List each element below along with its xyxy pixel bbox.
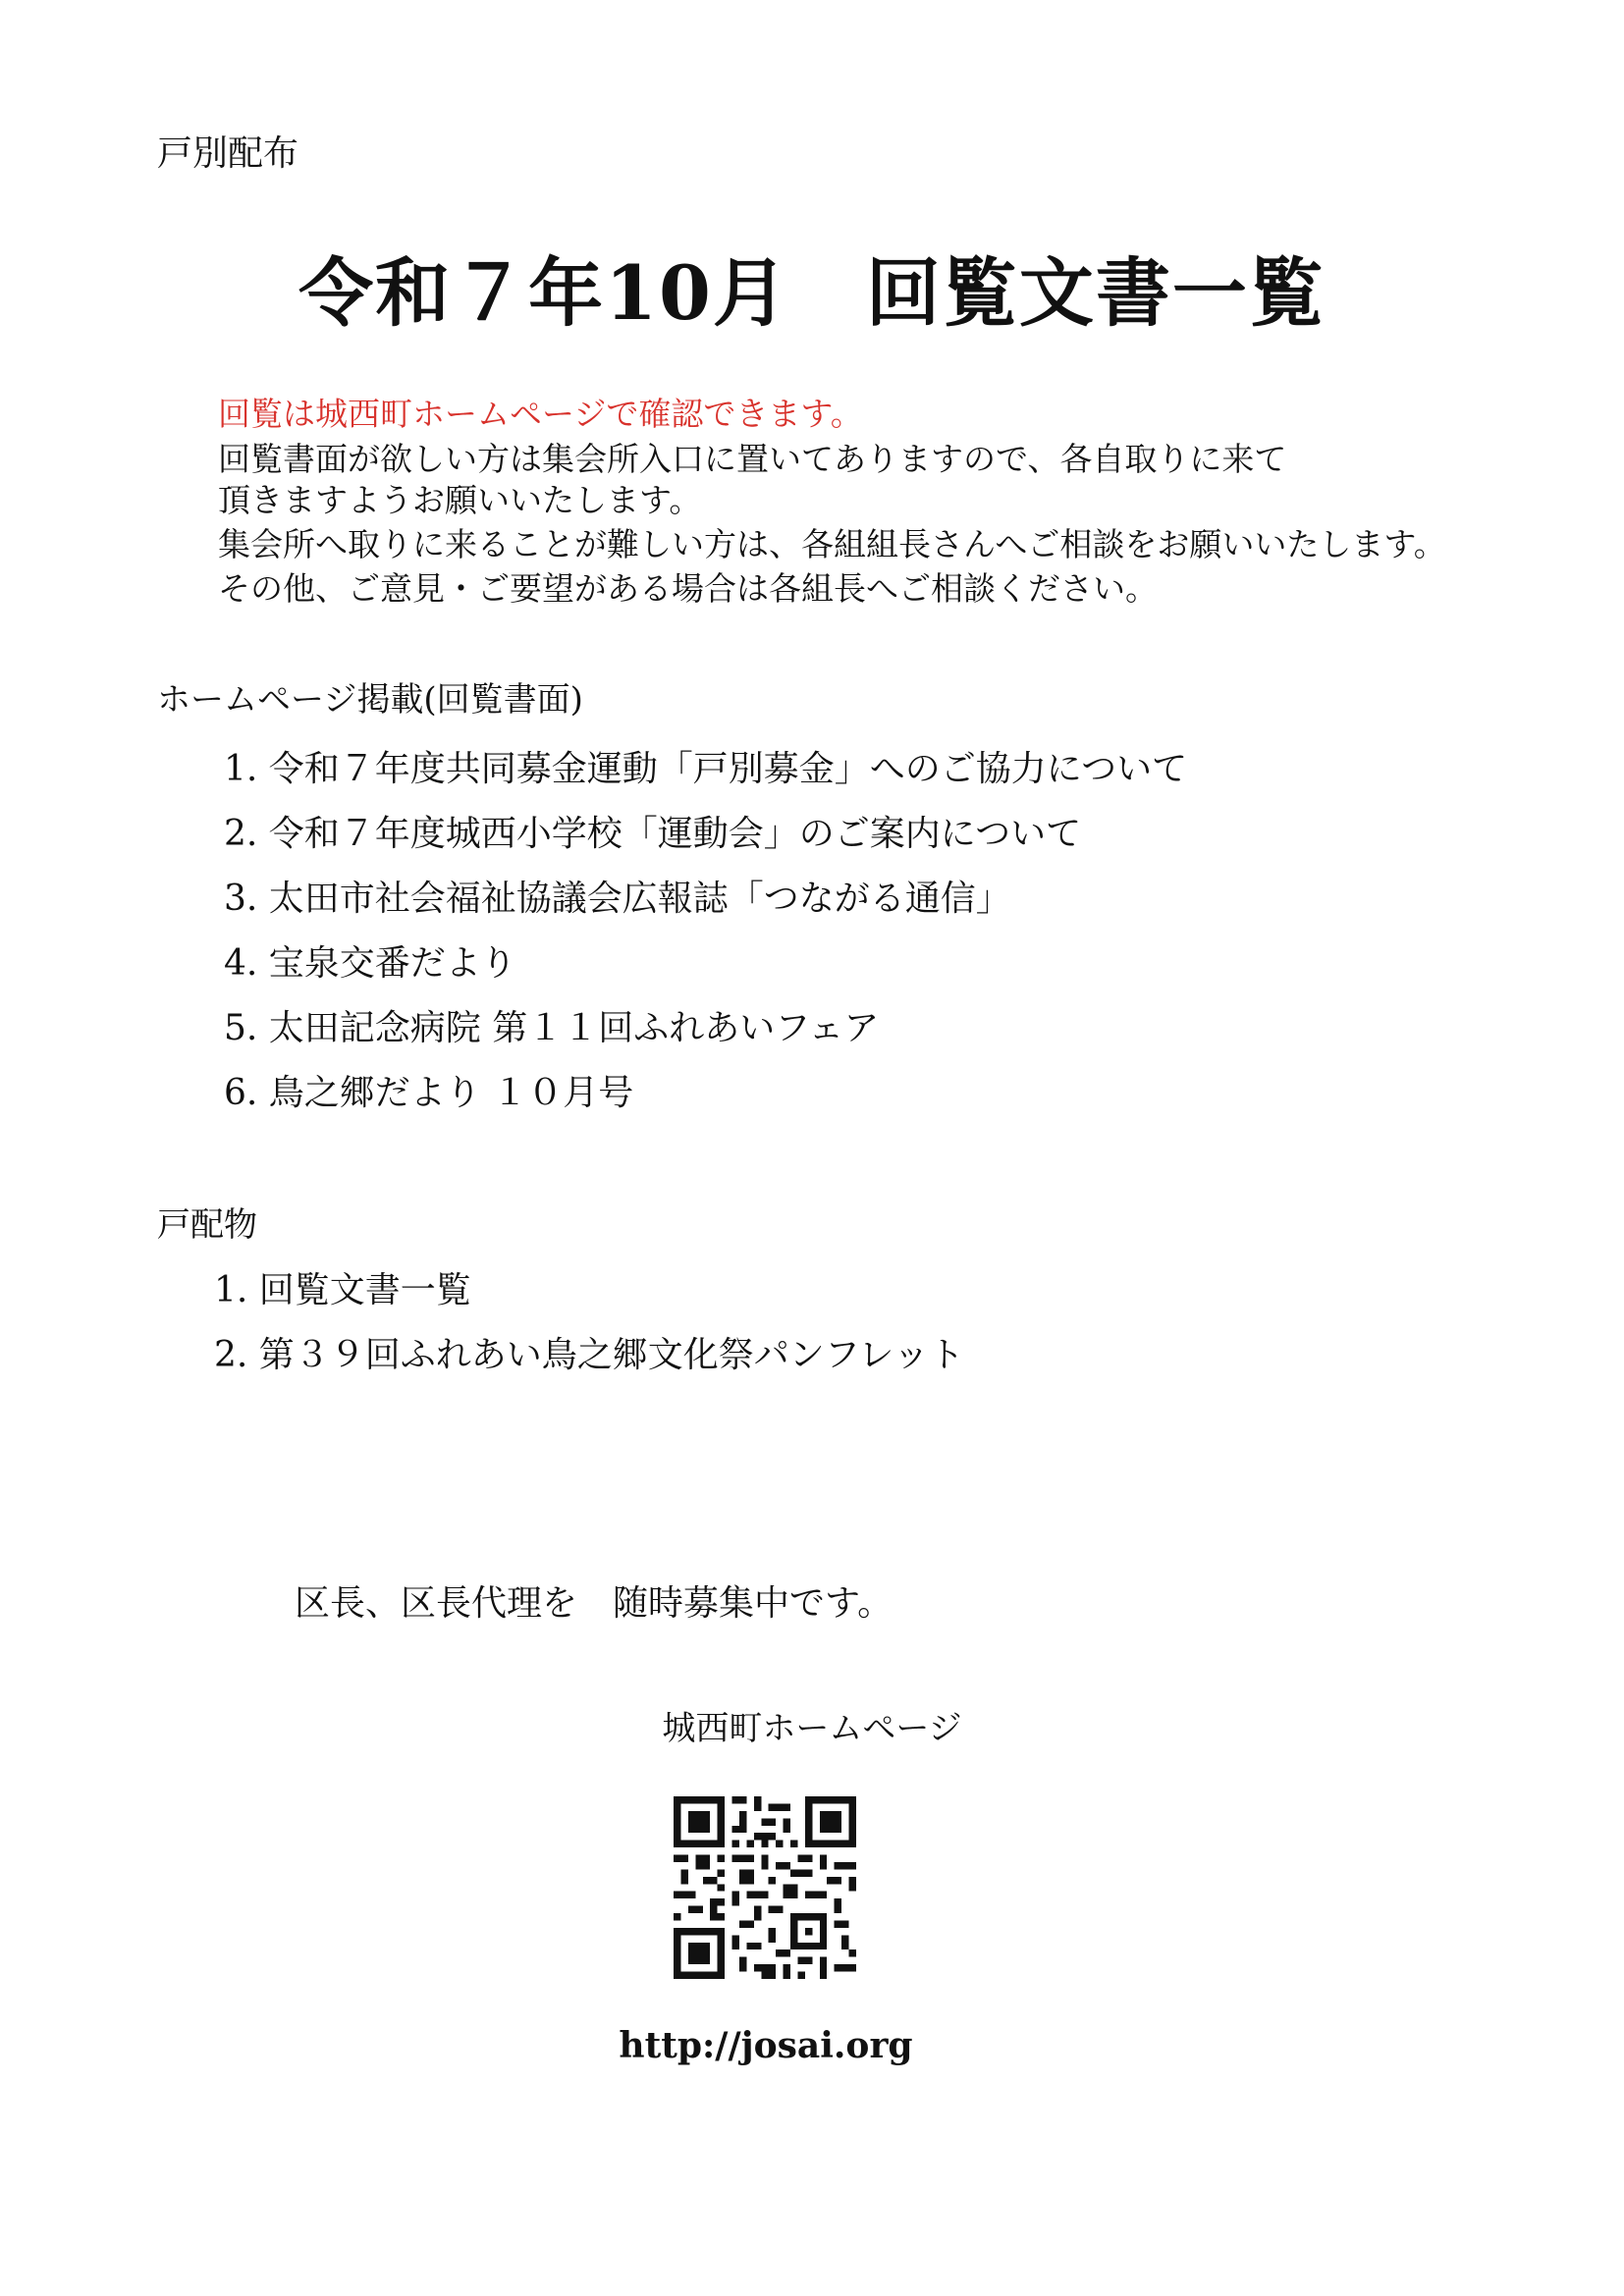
notice-line-3: 集会所へ取りに来ることが難しい方は、各組組長さんへご相談をお願いいたします。: [218, 525, 1446, 563]
homepage-item-6: 6. 鳥之郷だより １０月号: [224, 1073, 634, 1113]
homepage-url[interactable]: http://josai.org: [619, 2025, 913, 2066]
homepage-item-4: 4. 宝泉交番だより: [224, 943, 516, 984]
homepage-item-5: 5. 太田記念病院 第１１回ふれあいフェア: [224, 1008, 880, 1048]
homepage-item-2: 2. 令和７年度城西小学校「運動会」のご案内について: [224, 814, 1082, 854]
notice-line-2: 頂きますようお願いいたします。: [218, 481, 702, 519]
distributed-section-heading: 戸配物: [157, 1205, 257, 1245]
distributed-item-2: 2. 第３９回ふれあい鳥之郷文化祭パンフレット: [214, 1335, 964, 1375]
distribution-label: 戸別配布: [157, 133, 299, 174]
notice-line-4: その他、ご意見・ご要望がある場合は各組長へご相談ください。: [218, 569, 1158, 608]
homepage-label: 城西町ホームページ: [662, 1709, 962, 1748]
notice-highlight: 回覧は城西町ホームページで確認できます。: [218, 395, 863, 433]
qr-code-icon: [674, 1796, 856, 1979]
distributed-item-1: 1. 回覧文書一覧: [214, 1270, 471, 1310]
homepage-item-3: 3. 太田市社会福祉協議会広報誌「つながる通信」: [224, 879, 1011, 919]
notice-line-1: 回覧書面が欲しい方は集会所入口に置いてありますので、各自取りに来て: [218, 440, 1287, 478]
page-title: 令和７年10月 回覧文書一覧: [298, 249, 1326, 337]
homepage-section-heading: ホームページ掲載(回覧書面): [157, 680, 583, 720]
recruitment-notice: 区長、区長代理を 随時募集中です。: [295, 1583, 893, 1624]
homepage-item-1: 1. 令和７年度共同募金運動「戸別募金」へのご協力について: [224, 749, 1188, 789]
